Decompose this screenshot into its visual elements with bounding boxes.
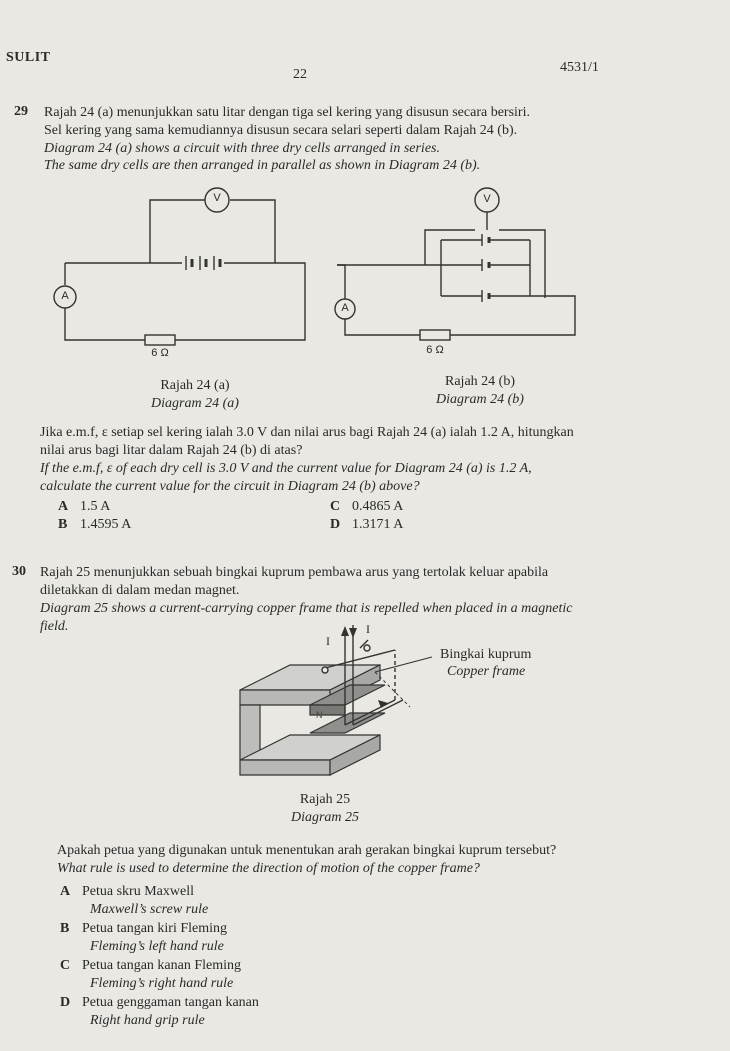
voltmeter-a-label: V xyxy=(213,192,221,204)
q30-option-a[interactable] xyxy=(60,884,194,900)
option-letter: C xyxy=(60,958,71,973)
caption-25-english: Diagram 25 xyxy=(290,810,360,825)
option-text: 1.5 A xyxy=(80,499,111,514)
option-letter: A xyxy=(60,884,71,899)
pole-label-n: N xyxy=(316,710,323,720)
question-number-30: 30 xyxy=(12,564,26,579)
q30-option-b[interactable] xyxy=(60,921,227,937)
current-label-right: I xyxy=(366,622,370,636)
caption-24a-malay: Rajah 24 (a) xyxy=(160,378,230,393)
caption-24b-english: Diagram 24 (b) xyxy=(436,392,524,407)
ammeter-b-label: A xyxy=(341,302,349,314)
option-letter: B xyxy=(58,517,68,532)
q30-option-a-english: Maxwell’s screw rule xyxy=(90,902,209,917)
label-copper-frame: Copper frame xyxy=(447,664,526,679)
option-text: 1.3171 A xyxy=(352,517,404,532)
q29-english-line-2: The same dry cells are then arranged in parallel as shown in Diagram 24 (b). xyxy=(44,158,481,173)
q30-option-b-english: Fleming’s left hand rule xyxy=(90,939,224,954)
q30-english-line-2: field. xyxy=(40,619,69,634)
paper-code: 4531/1 xyxy=(560,60,599,75)
option-letter: B xyxy=(60,921,70,936)
option-malay: Petua tangan kiri Fleming xyxy=(82,921,228,936)
option-malay: Petua tangan kanan Fleming xyxy=(82,958,242,973)
caption-24a-english: Diagram 24 (a) xyxy=(151,396,239,411)
header-sulit: SULIT xyxy=(6,50,51,65)
option-text: 1.4595 A xyxy=(80,517,132,532)
q30-question-english: What rule is used to determine the direction of motion of the copper frame? xyxy=(57,861,480,876)
q29-malay-line-1: Rajah 24 (a) menunjukkan satu litar dengan tiga sel kering yang disusun secara bersiri. xyxy=(44,105,530,120)
q30-option-c-english: Fleming’s right hand rule xyxy=(90,976,234,991)
caption-24b-malay: Rajah 24 (b) xyxy=(445,374,515,389)
label-bingkai-kuprum: Bingkai kuprum xyxy=(440,647,532,662)
voltmeter-b-label: V xyxy=(483,193,491,205)
q30-option-d-english: Right hand grip rule xyxy=(90,1013,205,1028)
q29-question-english-2: calculate the current value for the circuit in Diagram 24 (b) above? xyxy=(40,479,420,494)
option-letter: A xyxy=(58,499,69,514)
q30-option-c[interactable] xyxy=(60,958,241,974)
q29-question-malay-2: nilai arus bagi litar dalam Rajah 24 (b) di atas? xyxy=(40,443,303,458)
question-number-29: 29 xyxy=(14,104,28,119)
option-letter: C xyxy=(330,499,341,514)
option-letter: D xyxy=(330,517,341,532)
q30-malay-line-1: Rajah 25 menunjukkan sebuah bingkai kuprum pembawa arus yang tertolak keluar apabila xyxy=(40,565,549,580)
q29-question-malay-1: Jika e.m.f, ε setiap sel kering ialah 3.0 V dan nilai arus bagi Rajah 24 (a) ialah 1.2 A, hitungkan xyxy=(40,425,574,440)
q30-question-malay: Apakah petua yang digunakan untuk menentukan arah gerakan bingkai kuprum tersebut? xyxy=(57,843,557,858)
option-letter: D xyxy=(60,995,71,1010)
q30-option-d[interactable] xyxy=(60,995,259,1011)
resistor-b-label: 6 Ω xyxy=(426,344,444,356)
q30-english-line-1: Diagram 25 shows a current-carrying copper frame that is repelled when placed in a magnetic xyxy=(40,601,573,616)
q30-malay-line-2: diletakkan di dalam medan magnet. xyxy=(40,583,240,598)
current-label-left: I xyxy=(326,634,330,648)
option-text: 0.4865 A xyxy=(352,499,404,514)
q29-malay-line-2: Sel kering yang sama kemudiannya disusun secara selari seperti dalam Rajah 24 (b). xyxy=(44,123,518,138)
ammeter-a-label: A xyxy=(61,290,69,302)
option-malay: Petua genggaman tangan kanan xyxy=(82,995,259,1010)
caption-25-malay: Rajah 25 xyxy=(299,792,351,807)
page-number: 22 xyxy=(293,67,307,82)
option-malay: Petua skru Maxwell xyxy=(82,884,194,899)
q29-question-english-1: If the e.m.f, ε of each dry cell is 3.0 V and the current value for Diagram 24 (a) is 1.2 A, xyxy=(40,461,532,476)
resistor-a-label: 6 Ω xyxy=(151,347,169,359)
q29-english-line-1: Diagram 24 (a) shows a circuit with three dry cells arranged in series. xyxy=(44,141,440,156)
